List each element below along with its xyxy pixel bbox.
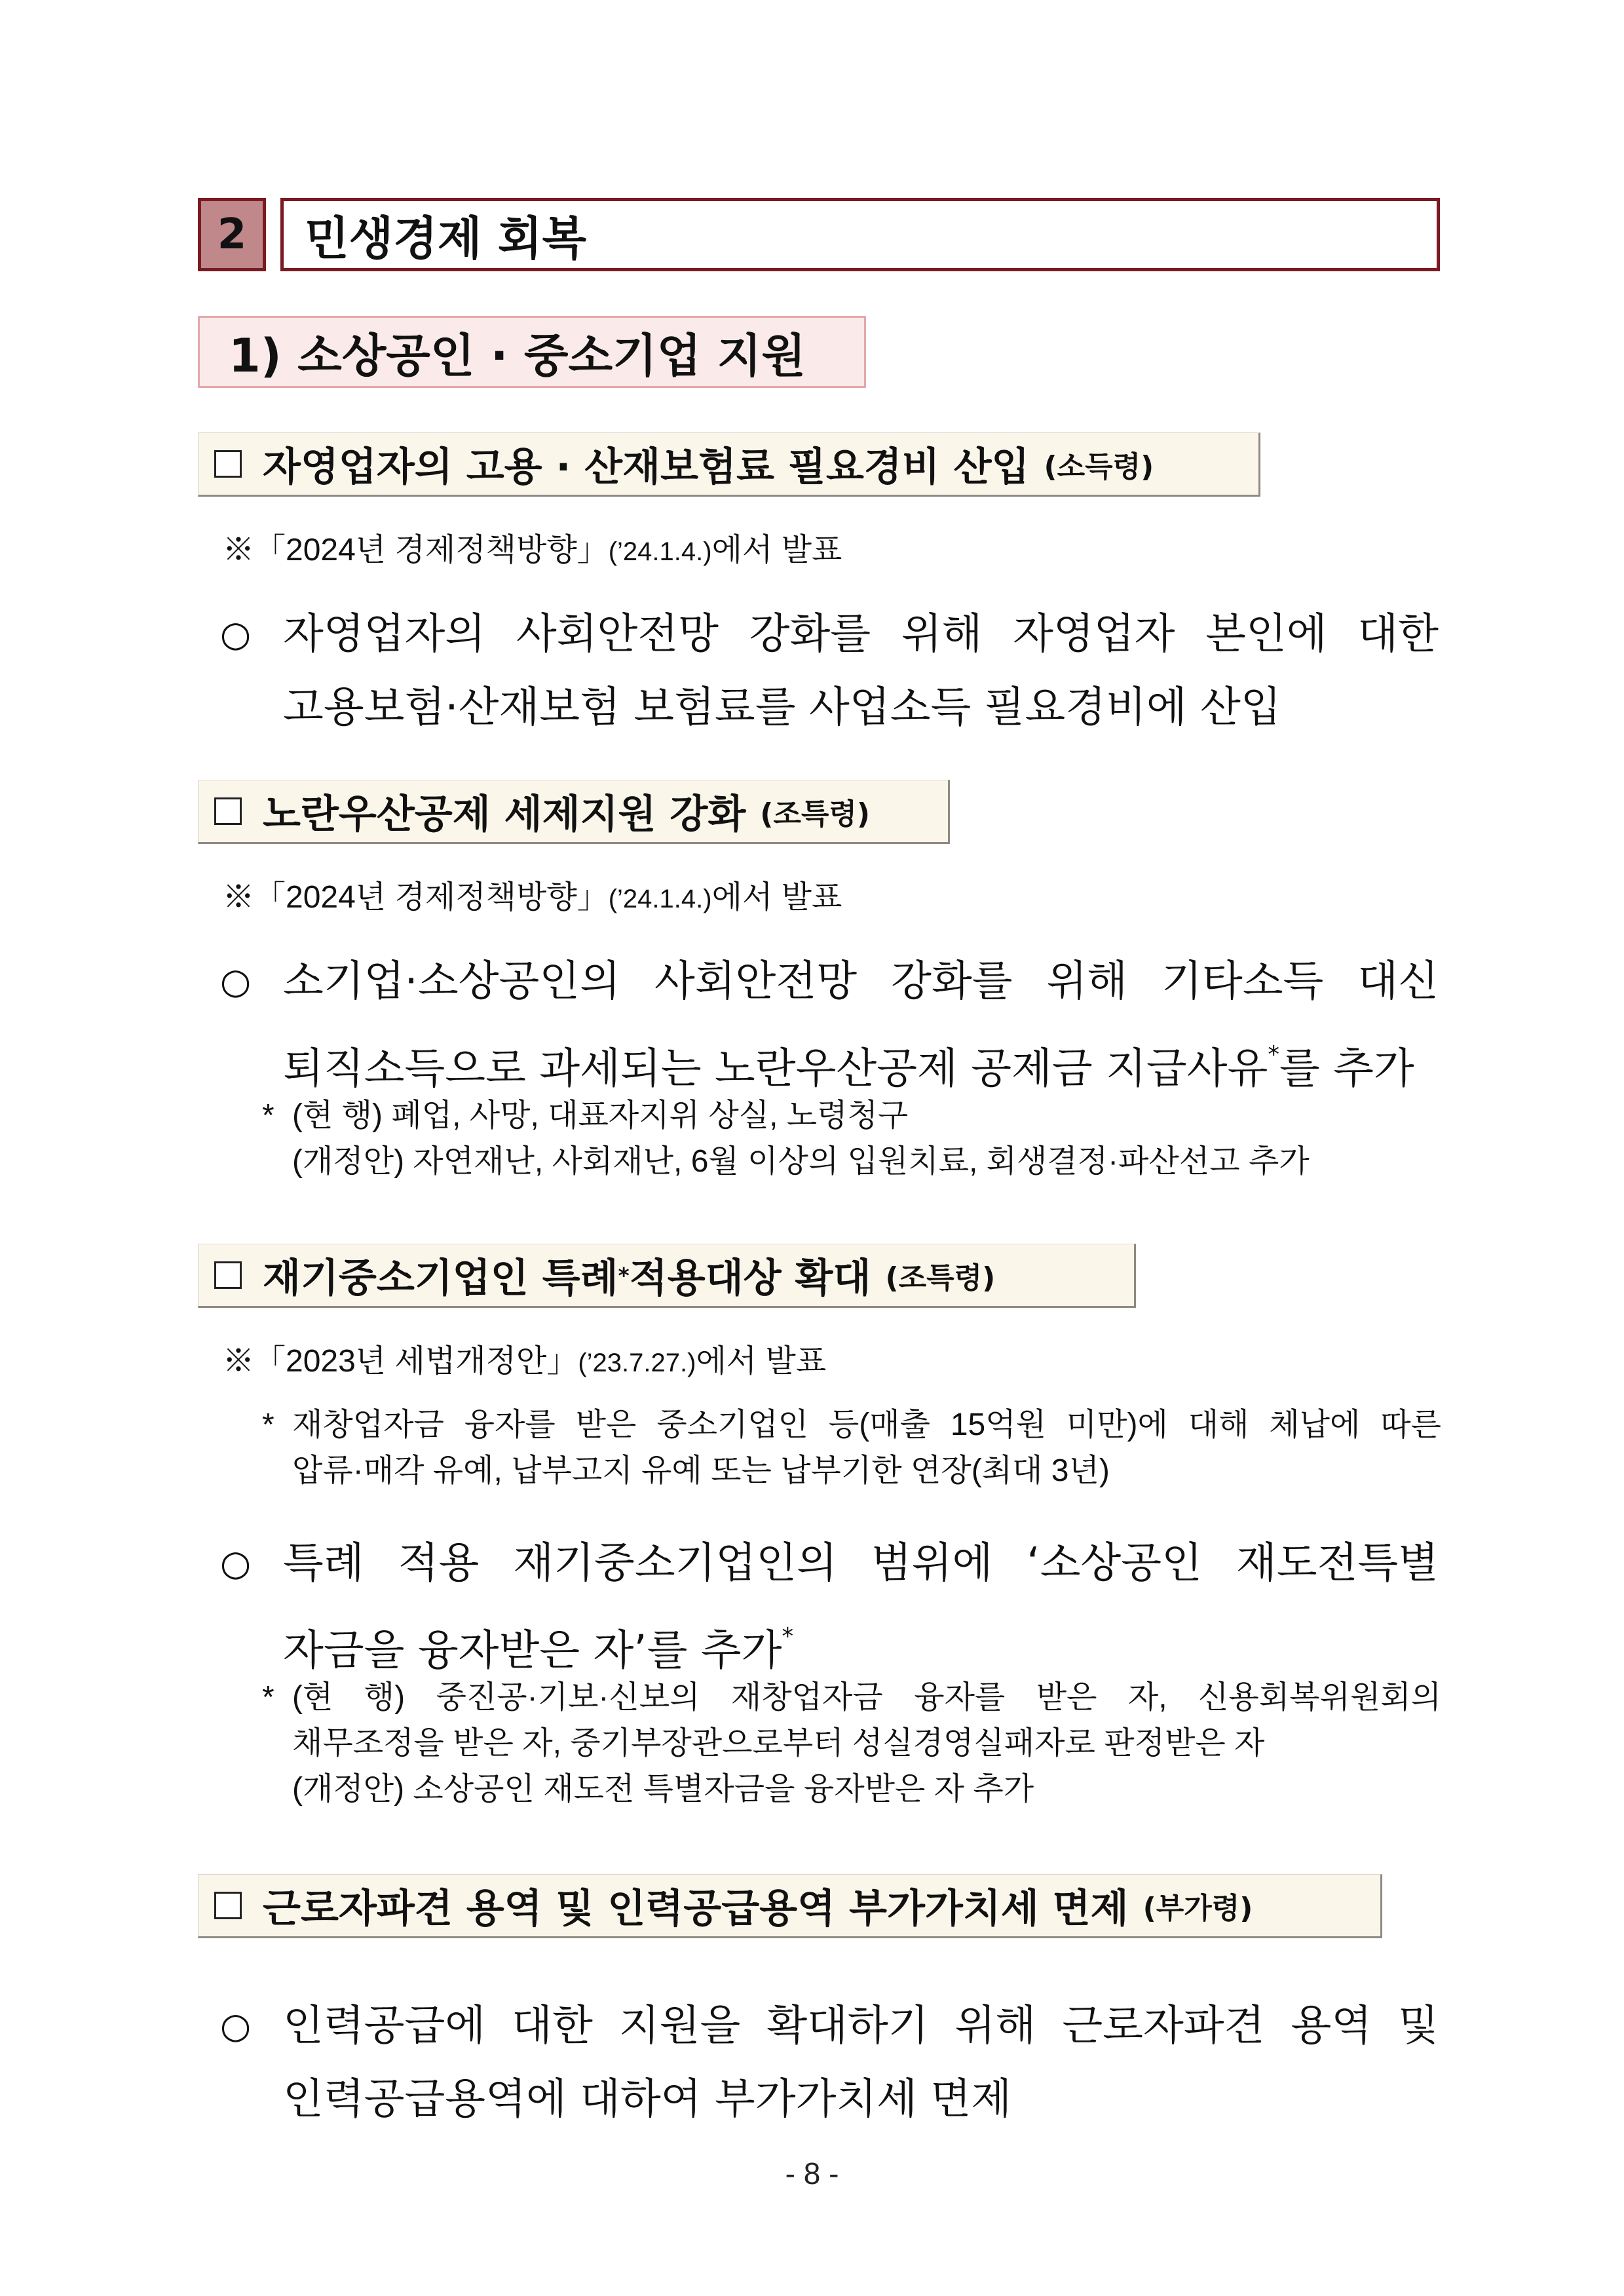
note-date: (’24.1.4.) (608, 885, 712, 913)
subsection-title: 1) 소상공인 · 중소기업 지원 (198, 316, 866, 388)
note-source: ※「2024년 경제정책방향」 (223, 880, 609, 915)
announcement-note-3 (223, 1335, 826, 1381)
footnote-line: (현 행) 폐업, 사망, 대표자지위 상실, 노령청구 (292, 1098, 909, 1133)
item-header-1 (198, 432, 1260, 497)
item-title: 근로자파견 용역 및 인력공급용역 부가가치세 면제 (263, 1886, 1129, 1932)
item-title: 재기중소기업인 특례 (263, 1255, 618, 1301)
note-suffix: 에서 발표 (711, 880, 842, 915)
bullet-icon: ○ (220, 613, 252, 655)
item-header-2 (198, 780, 950, 844)
paragraph-line: 특례 적용 재기중소기업인의 범위에 ‘소상공인 재도전특별 (283, 1539, 1439, 1588)
paragraph-text: 자금을 융자받은 자’를 추가 (283, 1626, 782, 1675)
announcement-note-1 (223, 524, 842, 569)
law-label: (부가령) (1142, 1892, 1253, 1925)
footnote-line: 압류·매각 유예, 납부고지 유예 또는 납부기한 연장(최대 3년) (292, 1453, 1110, 1488)
paragraph-1 (220, 598, 1439, 744)
paragraph-line: 인력공급에 대한 지원을 확대하기 위해 근로자파견 용역 및 (283, 2002, 1439, 2050)
paragraph-text: 를 추가 (1279, 1044, 1414, 1094)
note-source: ※「2023년 세법개정안」 (223, 1344, 578, 1379)
paragraph-line: 고용보험·산재보험 보험료를 사업소득 필요경비에 산입 (283, 683, 1281, 732)
page-number: - 8 - (785, 2156, 839, 2191)
footnote-star: * (262, 1098, 274, 1133)
checkbox-icon (214, 1261, 242, 1289)
footnote-marker: * (1268, 1041, 1279, 1068)
note-source: ※「2024년 경제정책방향」 (223, 533, 609, 567)
footnote-line: 채무조정을 받은 자, 중기부장관으로부터 성실경영실패자로 판정받은 자 (292, 1726, 1265, 1761)
paragraph-4 (220, 1989, 1439, 2136)
item-title: 노란우산공제 세제지원 강화 (263, 792, 746, 837)
item-title: 자영업자의 고용 · 산재보험료 필요경비 산입 (263, 444, 1030, 490)
definition-footnote (262, 1402, 1441, 1494)
footnote-line: (현 행) 중진공·기보·신보의 재창업자금 융자를 받은 자, 신용회복위원회의 (292, 1680, 1441, 1715)
law-label: (소득령) (1044, 450, 1154, 484)
paragraph-2 (220, 945, 1439, 1106)
note-date: (’24.1.4.) (608, 537, 712, 566)
footnote-marker: * (618, 1262, 630, 1288)
checkbox-icon (214, 797, 242, 825)
note-suffix: 에서 발표 (696, 1344, 827, 1379)
item-header-3 (198, 1244, 1136, 1308)
section-title: 민생경제 회복 (280, 198, 1440, 271)
note-date: (’23.7.27.) (578, 1349, 696, 1377)
item-header-4 (198, 1874, 1382, 1938)
announcement-note-2 (223, 871, 842, 917)
bullet-icon: ○ (220, 2005, 252, 2046)
paragraph-line: 소기업·소상공인의 사회안전망 강화를 위해 기타소득 대신 (283, 957, 1439, 1006)
checkbox-icon (214, 1892, 242, 1919)
footnote-star: * (262, 1407, 274, 1442)
law-label: (조특령) (885, 1261, 996, 1295)
law-label: (조특령) (760, 797, 871, 831)
checkbox-icon (214, 450, 242, 478)
paragraph-line: 인력공급용역에 대하여 부가가치세 면제 (283, 2075, 1012, 2124)
section-number: 2 (198, 198, 266, 271)
footnote-line: (개정안) 소상공인 재도전 특별자금을 융자받은 자 추가 (292, 1772, 1034, 1807)
footnote-star: * (262, 1680, 274, 1715)
footnote-marker: * (782, 1623, 794, 1650)
paragraph-text: 퇴직소득으로 과세되는 노란우산공제 공제금 지급사유 (283, 1044, 1268, 1094)
note-suffix: 에서 발표 (711, 533, 842, 567)
paragraph-3 (220, 1527, 1439, 1688)
paragraph-line: 자영업자의 사회안전망 강화를 위해 자영업자 본인에 대한 (283, 610, 1439, 659)
footnote-3 (262, 1675, 1441, 1812)
footnote-line: 재창업자금 융자를 받은 중소기업인 등(매출 15억원 미만)에 대해 체납에 따른 (292, 1407, 1441, 1442)
item-title: 적용대상 확대 (629, 1255, 871, 1301)
footnote-2 (262, 1093, 1441, 1185)
bullet-icon: ○ (220, 1542, 252, 1584)
footnote-line: (개정안) 자연재난, 사회재난, 6월 이상의 입원치료, 회생결정·파산선고 추가 (292, 1144, 1310, 1179)
bullet-icon: ○ (220, 961, 252, 1002)
